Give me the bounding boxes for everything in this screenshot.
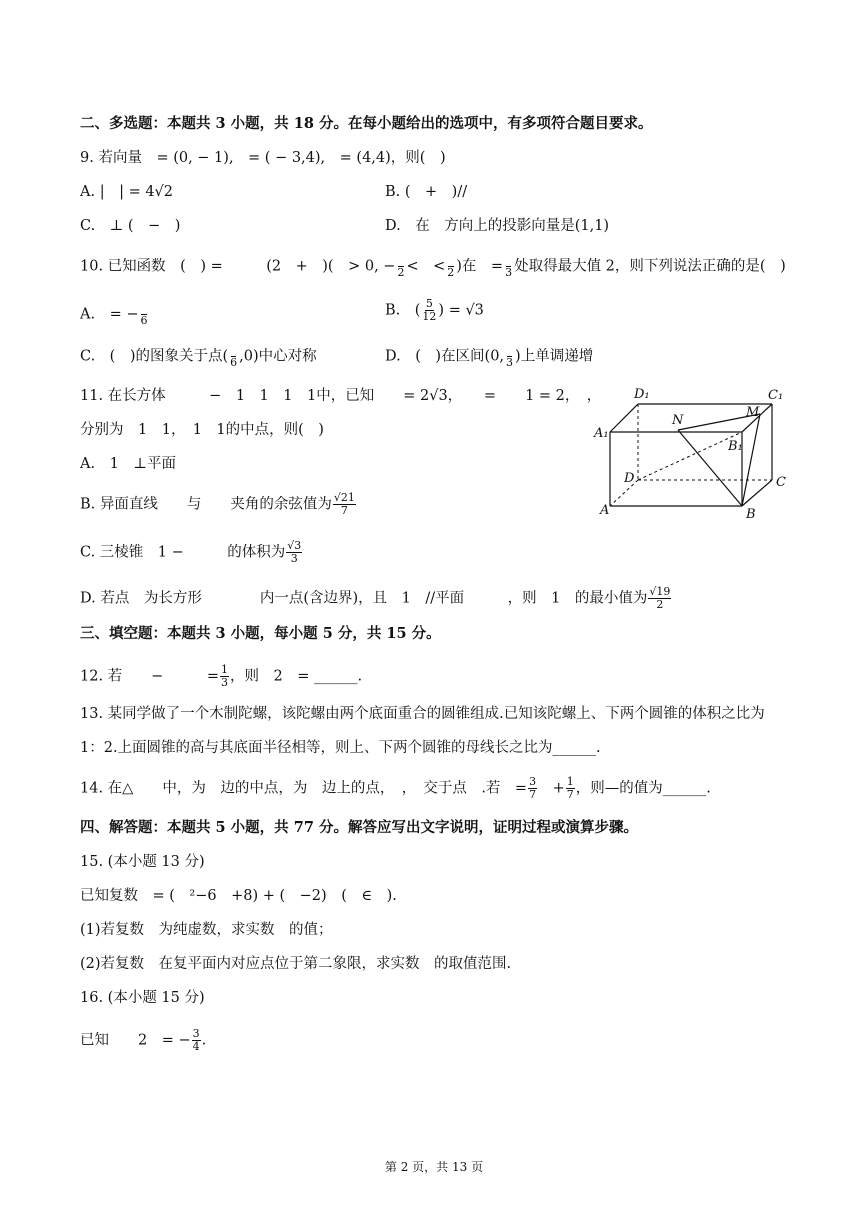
label-N: N bbox=[672, 413, 684, 428]
fraction: $\frac{√3}{3}$ bbox=[287, 539, 302, 565]
q10-option-d: D. ( )在区间(0, 3 )上单调递增 bbox=[385, 344, 593, 369]
fraction: $\frac{5}{12}$ bbox=[422, 297, 437, 323]
label-M: M bbox=[746, 405, 760, 420]
fraction: $\frac{1}{7}$ bbox=[566, 775, 574, 801]
page-footer: 第 2 页，共 13 页 bbox=[384, 1160, 484, 1174]
q16-title: 16. (本小题 15 分) bbox=[80, 990, 205, 1006]
q9-option-a: A. | | = 4√2 bbox=[80, 184, 174, 200]
fraction: 6 bbox=[229, 344, 238, 369]
q11-line2: 分别为 1 1， 1 1的中点，则( ) bbox=[80, 422, 324, 438]
fraction: $\frac{√21}{7}$ bbox=[333, 491, 355, 517]
q16-stem: 已知 2 = − $\frac{3}{4}$ . bbox=[80, 1027, 207, 1053]
q14: 14. 在△ 中，为 边的中点，为 边上的点， ， 交于点 .若 = $\frac{3}{7}$ + $\frac{1}{7}$ ，则—的值为______. bbox=[80, 775, 711, 801]
q11-option-d: D. 若点 为长方形 内一点(含边界)，且 1 //平面 ，则 1 的最小值为 $\frac{√19}{2}$ bbox=[80, 585, 671, 611]
fraction: 3 bbox=[504, 254, 513, 279]
fraction: $\frac{3}{4}$ bbox=[192, 1027, 200, 1053]
q13-line2: 1：2.上面圆锥的高与其底面半径相等，则上、下两个圆锥的母线长之比为______. bbox=[80, 740, 601, 756]
q11-line1: 11. 在长方体 − 1 1 1 1中，已知 = 2√3， = 1 = 2， ， bbox=[80, 388, 602, 404]
q15-part1: (1)若复数 为纯虚数，求实数 的值； bbox=[80, 922, 333, 938]
label-B: B bbox=[746, 507, 756, 522]
q11-option-b: B. 异面直线 与 夹角的余弦值为 $\frac{√21}{7}$ bbox=[80, 491, 355, 517]
label-C: C bbox=[776, 475, 786, 490]
q9-option-c: C. ⊥ ( − ) bbox=[80, 218, 181, 234]
section2-header: 二、多选题：本题共 3 小题，共 18 分。在每小题给出的选项中，有多项符合题目要求。 bbox=[80, 115, 653, 132]
fraction: 3 bbox=[505, 344, 514, 369]
q9-option-d: D. 在 方向上的投影向量是(1,1) bbox=[385, 218, 610, 234]
q11-option-c: C. 三棱锥 1 − 的体积为 $\frac{√3}{3}$ bbox=[80, 539, 302, 565]
section3-header: 三、填空题：本题共 3 小题，每小题 5 分，共 15 分。 bbox=[80, 625, 441, 642]
fraction: $\frac{3}{7}$ bbox=[529, 775, 537, 801]
q10-option-c: C. ( )的图象关于点( 6 ,0)中心对称 bbox=[80, 344, 317, 369]
q12: 12. 若 − = $\frac{1}{3}$ ，则 2 = ______. bbox=[80, 663, 363, 689]
q9-option-b: B. ( + )// bbox=[385, 184, 468, 200]
q10-option-a: A. = − 6 bbox=[80, 302, 150, 327]
q15-title: 15. (本小题 13 分) bbox=[80, 854, 205, 870]
q10-option-b: B. ( $\frac{5}{12}$ ) = √3 bbox=[385, 297, 484, 323]
label-B1: B₁ bbox=[728, 439, 743, 454]
cuboid-figure bbox=[592, 382, 792, 522]
fraction: 2 bbox=[446, 254, 455, 279]
label-D: D bbox=[624, 471, 635, 486]
label-A1: A₁ bbox=[594, 426, 609, 441]
q9-stem: 9. 若向量 = (0, − 1), = ( − 3,4), = (4,4)，则( ) bbox=[80, 150, 446, 166]
label-A: A bbox=[600, 503, 610, 518]
q15-stem: 已知复数 = ( ²−6 +8) + ( −2) ( ∈ ). bbox=[80, 888, 397, 904]
q10-stem: 10. 已知函数 ( ) = (2 + )( > 0, − 2 < < 2 )在 = 3 处取得最大值 2，则下列说法正确的是( ) bbox=[80, 254, 786, 279]
label-D1: D₁ bbox=[634, 387, 650, 402]
fraction: 6 bbox=[140, 302, 149, 327]
fraction: $\frac{1}{3}$ bbox=[220, 663, 228, 689]
q11-option-a: A. 1 ⊥平面 bbox=[80, 456, 176, 472]
fraction: $\frac{√19}{2}$ bbox=[649, 585, 671, 611]
fraction: 2 bbox=[396, 254, 405, 279]
section4-header: 四、解答题：本题共 5 小题，共 77 分。解答应写出文字说明，证明过程或演算步骤。 bbox=[80, 819, 638, 836]
label-C1: C₁ bbox=[768, 388, 784, 403]
q13-line1: 13. 某同学做了一个木制陀螺，该陀螺由两个底面重合的圆锥组成.已知该陀螺上、下两个圆锥的体积之比为 bbox=[80, 706, 765, 722]
q15-part2: (2)若复数 在复平面内对应点位于第二象限，求实数 的取值范围. bbox=[80, 956, 512, 972]
